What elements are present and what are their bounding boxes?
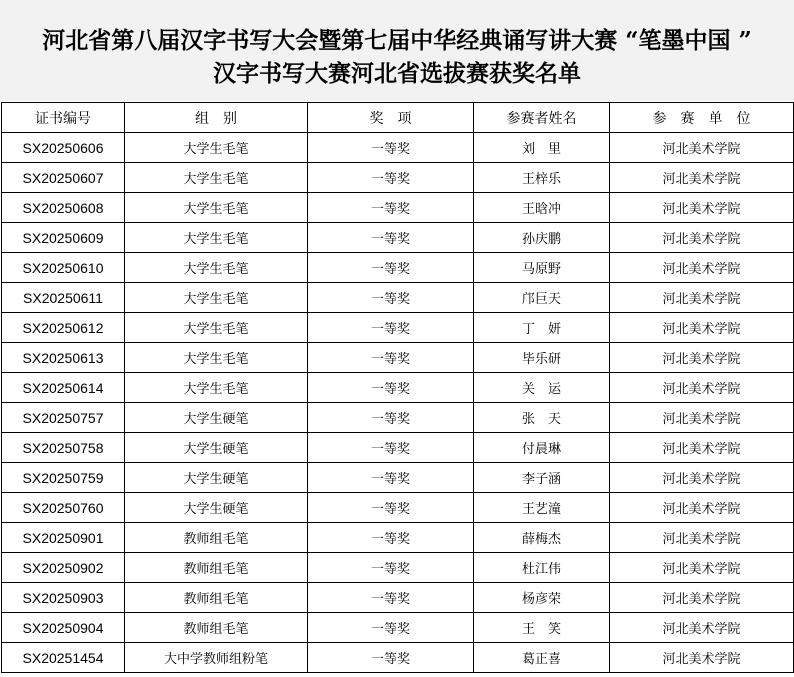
affiliation-cell: 河北美术学院 <box>610 643 794 673</box>
category-cell: 大学生毛笔 <box>125 223 308 253</box>
table-row <box>2 643 794 673</box>
award-cell: 一等奖 <box>308 523 474 553</box>
certificate-number-cell: SX20250607 <box>2 163 125 193</box>
table-row <box>2 403 794 433</box>
certificate-number-cell: SX20250901 <box>2 523 125 553</box>
participant-name-cell: 薛梅杰 <box>474 523 610 553</box>
category-cell: 大学生毛笔 <box>125 253 308 283</box>
certificate-number-cell: SX20250606 <box>2 133 125 163</box>
participant-name-cell: 丁 妍 <box>474 313 610 343</box>
category-cell: 大学生硬笔 <box>125 493 308 523</box>
affiliation-cell: 河北美术学院 <box>610 283 794 313</box>
table-row <box>2 583 794 613</box>
certificate-number-cell: SX20250759 <box>2 463 125 493</box>
award-cell: 一等奖 <box>308 283 474 313</box>
participant-name-cell: 杨彦荣 <box>474 583 610 613</box>
category-cell: 大学生毛笔 <box>125 193 308 223</box>
table-row <box>2 463 794 493</box>
participant-name-cell: 杜江伟 <box>474 553 610 583</box>
affiliation-cell: 河北美术学院 <box>610 433 794 463</box>
certificate-number-cell: SX20250903 <box>2 583 125 613</box>
category-cell: 大学生毛笔 <box>125 373 308 403</box>
table-row <box>2 523 794 553</box>
table-row <box>2 253 794 283</box>
award-cell: 一等奖 <box>308 163 474 193</box>
award-cell: 一等奖 <box>308 583 474 613</box>
participant-name-cell: 葛正喜 <box>474 643 610 673</box>
header-participant-name: 参赛者姓名 <box>474 103 610 133</box>
participant-name-cell: 刘 里 <box>474 133 610 163</box>
category-cell: 教师组毛笔 <box>125 613 308 643</box>
participant-name-cell: 毕乐研 <box>474 343 610 373</box>
participant-name-cell: 王梓乐 <box>474 163 610 193</box>
award-cell: 一等奖 <box>308 373 474 403</box>
certificate-number-cell: SX20250611 <box>2 283 125 313</box>
certificate-number-cell: SX20251454 <box>2 643 125 673</box>
table-row <box>2 223 794 253</box>
award-cell: 一等奖 <box>308 253 474 283</box>
participant-name-cell: 王艺潼 <box>474 493 610 523</box>
table-row <box>2 493 794 523</box>
header-award: 奖 项 <box>308 103 474 133</box>
category-cell: 大学生硬笔 <box>125 433 308 463</box>
affiliation-cell: 河北美术学院 <box>610 253 794 283</box>
table-row <box>2 373 794 403</box>
award-cell: 一等奖 <box>308 613 474 643</box>
award-cell: 一等奖 <box>308 343 474 373</box>
certificate-number-cell: SX20250613 <box>2 343 125 373</box>
category-cell: 教师组毛笔 <box>125 583 308 613</box>
affiliation-cell: 河北美术学院 <box>610 613 794 643</box>
header-category: 组 别 <box>125 103 308 133</box>
award-cell: 一等奖 <box>308 493 474 523</box>
header-affiliation: 参 赛 单 位 <box>610 103 794 133</box>
table-row <box>2 343 794 373</box>
certificate-number-cell: SX20250609 <box>2 223 125 253</box>
category-cell: 大学生毛笔 <box>125 133 308 163</box>
affiliation-cell: 河北美术学院 <box>610 193 794 223</box>
affiliation-cell: 河北美术学院 <box>610 313 794 343</box>
award-cell: 一等奖 <box>308 433 474 463</box>
award-cell: 一等奖 <box>308 463 474 493</box>
table-row <box>2 163 794 193</box>
affiliation-cell: 河北美术学院 <box>610 583 794 613</box>
table-header-row <box>2 103 794 133</box>
certificate-number-cell: SX20250904 <box>2 613 125 643</box>
participant-name-cell: 孙庆鹏 <box>474 223 610 253</box>
participant-name-cell: 张 天 <box>474 403 610 433</box>
award-cell: 一等奖 <box>308 223 474 253</box>
table-row <box>2 193 794 223</box>
header-certificate-number: 证书编号 <box>2 103 125 133</box>
category-cell: 大学生硬笔 <box>125 403 308 433</box>
award-cell: 一等奖 <box>308 643 474 673</box>
certificate-number-cell: SX20250610 <box>2 253 125 283</box>
category-cell: 大中学教师组粉笔 <box>125 643 308 673</box>
affiliation-cell: 河北美术学院 <box>610 373 794 403</box>
certificate-number-cell: SX20250612 <box>2 313 125 343</box>
affiliation-cell: 河北美术学院 <box>610 133 794 163</box>
certificate-number-cell: SX20250608 <box>2 193 125 223</box>
table-row <box>2 283 794 313</box>
table-row <box>2 613 794 643</box>
award-cell: 一等奖 <box>308 193 474 223</box>
title-area <box>0 0 794 101</box>
table-row <box>2 133 794 163</box>
table-row <box>2 313 794 343</box>
participant-name-cell: 王 笑 <box>474 613 610 643</box>
category-cell: 大学生硬笔 <box>125 463 308 493</box>
participant-name-cell: 邝巨天 <box>474 283 610 313</box>
award-cell: 一等奖 <box>308 313 474 343</box>
affiliation-cell: 河北美术学院 <box>610 493 794 523</box>
affiliation-cell: 河北美术学院 <box>610 223 794 253</box>
table-row <box>2 433 794 463</box>
participant-name-cell: 李子涵 <box>474 463 610 493</box>
table-row <box>2 553 794 583</box>
category-cell: 教师组毛笔 <box>125 553 308 583</box>
participant-name-cell: 王晗冲 <box>474 193 610 223</box>
document-title-line-1: 河北省第八届汉字书写大会暨第七届中华经典诵写讲大赛 “笔墨中国 ” <box>42 27 752 54</box>
category-cell: 教师组毛笔 <box>125 523 308 553</box>
award-cell: 一等奖 <box>308 553 474 583</box>
category-cell: 大学生毛笔 <box>125 343 308 373</box>
certificate-number-cell: SX20250760 <box>2 493 125 523</box>
category-cell: 大学生毛笔 <box>125 313 308 343</box>
certificate-number-cell: SX20250758 <box>2 433 125 463</box>
participant-name-cell: 付晨琳 <box>474 433 610 463</box>
affiliation-cell: 河北美术学院 <box>610 163 794 193</box>
category-cell: 大学生毛笔 <box>125 163 308 193</box>
award-cell: 一等奖 <box>308 403 474 433</box>
award-cell: 一等奖 <box>308 133 474 163</box>
affiliation-cell: 河北美术学院 <box>610 523 794 553</box>
participant-name-cell: 关 运 <box>474 373 610 403</box>
affiliation-cell: 河北美术学院 <box>610 403 794 433</box>
certificate-number-cell: SX20250757 <box>2 403 125 433</box>
certificate-number-cell: SX20250902 <box>2 553 125 583</box>
document-title-line-2: 汉字书写大赛河北省选拔赛获奖名单 <box>213 60 581 87</box>
category-cell: 大学生毛笔 <box>125 283 308 313</box>
affiliation-cell: 河北美术学院 <box>610 553 794 583</box>
participant-name-cell: 马原野 <box>474 253 610 283</box>
affiliation-cell: 河北美术学院 <box>610 463 794 493</box>
affiliation-cell: 河北美术学院 <box>610 343 794 373</box>
award-table <box>1 102 794 673</box>
certificate-number-cell: SX20250614 <box>2 373 125 403</box>
